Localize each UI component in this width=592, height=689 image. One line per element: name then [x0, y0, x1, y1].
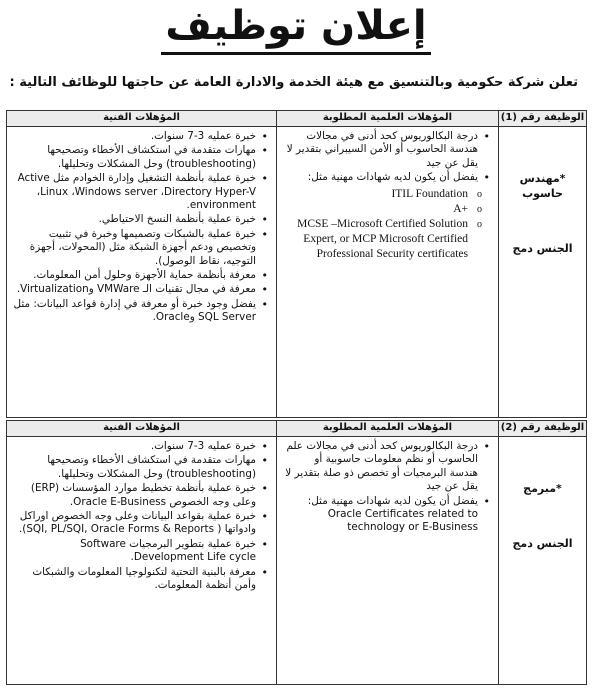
job-body-row: [7, 127, 587, 418]
edu-item: • درجة البكالوريوس كحد أدنى في مجالات علم الحاسوب أو نظم معلومات حاسوبية أو هندسة البرمجيات أو تخصص ذو صلة بتقدير لا يقل عن جيد: [283, 440, 490, 494]
job-gender: الجنس دمج: [512, 242, 573, 255]
intro-text: تعلن شركة حكومية وبالتنسيق مع هيئة الخدمة والادارة العامة عن حاجتها للوظائف التالية :: [9, 75, 578, 90]
tech-item: • يفضل وجود خبرة أو معرفة في إدارة قواعد البيانات: مثل SQL Server وOracle.: [13, 298, 268, 325]
edu-cell: [277, 437, 499, 685]
ad-title: إعلان توظيف: [161, 2, 430, 55]
job-cell: [499, 127, 587, 418]
edu-list: [277, 437, 498, 535]
job-gender: الجنس دمج: [512, 537, 573, 550]
job-cell: [499, 437, 587, 685]
tech-item: • خبرة عمليه 3-7 سنوات.: [13, 440, 268, 453]
job-body-row: [7, 437, 587, 685]
job-header-row: [7, 421, 587, 437]
tech-list: [7, 127, 276, 325]
edu-cell: [277, 127, 499, 418]
job-title: *مبرمج: [523, 482, 562, 495]
edu-item: • يفضل أن يكون لديه شهادات مهنية مثل: Oracle Certificates related to technology or E-Business: [283, 495, 490, 535]
edu-item: • يفضل أن يكون لديه شهادات مهنية مثل:: [283, 171, 490, 184]
tech-cell: [7, 127, 277, 418]
cert-item: MCSE –Microsoft Certified Solution Expert, or MCP Microsoft Certified Professional Security certificates o: [279, 217, 482, 262]
tech-item: • خبرة عملية بالشبكات وتصميمها وخبرة في تثبيت وتخصيص ودعم أجهزة الشبكة مثل (المحولات، أجهزة التوجيه، نقاط الوصول).: [13, 228, 268, 268]
job-number-label: الوظيفة رقم (2): [499, 421, 587, 437]
cert-item: A+ o: [279, 202, 482, 217]
tech-item: • مهارات متقدمة في استكشاف الأخطاء وتصحيحها (troubleshooting) وحل المشكلات وتحليلها.: [13, 144, 268, 171]
tech-item: • خبرة عملية بأنظمة تخطيط موارد المؤسسات (ERP) وعلى وجه الخصوص Oracle E-Business.: [13, 482, 268, 509]
job-table-2: [6, 420, 587, 685]
tech-header: المؤهلات الفنية: [7, 111, 277, 127]
edu-header: المؤهلات العلمية المطلوبة: [277, 111, 499, 127]
cert-item: ITIL Foundation o: [279, 187, 482, 202]
ad-title-wrap: [0, 2, 592, 55]
tech-list: [7, 437, 276, 592]
tech-cell: [7, 437, 277, 685]
tech-item: • معرفة بأنظمة حماية الأجهزة وحلول أمن المعلومات.: [13, 269, 268, 282]
tech-item: • معرفة في مجال تقنيات الـ VMWare وVirtualization.: [13, 283, 268, 296]
tech-item: • خبرة عملية بقواعد البيانات وعلى وجه الخصوص اوراكل وادواتها ( SQI, PL/SQI, Oracle Forms & Reports).: [13, 510, 268, 537]
job-header-row: [7, 111, 587, 127]
job-title: *مهندس حاسوب: [519, 172, 566, 200]
tech-item: • خبرة عملية بتطوير البرمجيات Software Development Life cycle.: [13, 538, 268, 565]
tech-header: المؤهلات الفنية: [7, 421, 277, 437]
tech-item: • خبرة عملية بأنظمة النسخ الاحتياطي.: [13, 213, 268, 226]
tech-item: • معرفة بالبنية التحتية لتكنولوجيا المعلومات والشبكات وأمن أنظمة المعلومات.: [13, 566, 268, 593]
job-number-label: الوظيفة رقم (1): [499, 111, 587, 127]
edu-header: المؤهلات العلمية المطلوبة: [277, 421, 499, 437]
job-table-1: [6, 110, 587, 418]
cert-list: [277, 186, 498, 262]
tech-item: • مهارات متقدمة في استكشاف الأخطاء وتصحيحها (troubleshooting) وحل المشكلات وتحليلها.: [13, 454, 268, 481]
tech-item: • خبرة عملية بأنظمة التشغيل وإدارة الخوادم مثل Active ،Linux ،Windows server ،Directory Hyper-V environment.: [13, 172, 268, 212]
tech-item: • خبرة عمليه 3-7 سنوات.: [13, 130, 268, 143]
edu-list: [277, 127, 498, 185]
edu-item: • درجة البكالوريوس كحد أدنى في مجالات هندسة الحاسوب أو الأمن السيبراني بتقدير لا يقل عن جيد: [283, 130, 490, 170]
